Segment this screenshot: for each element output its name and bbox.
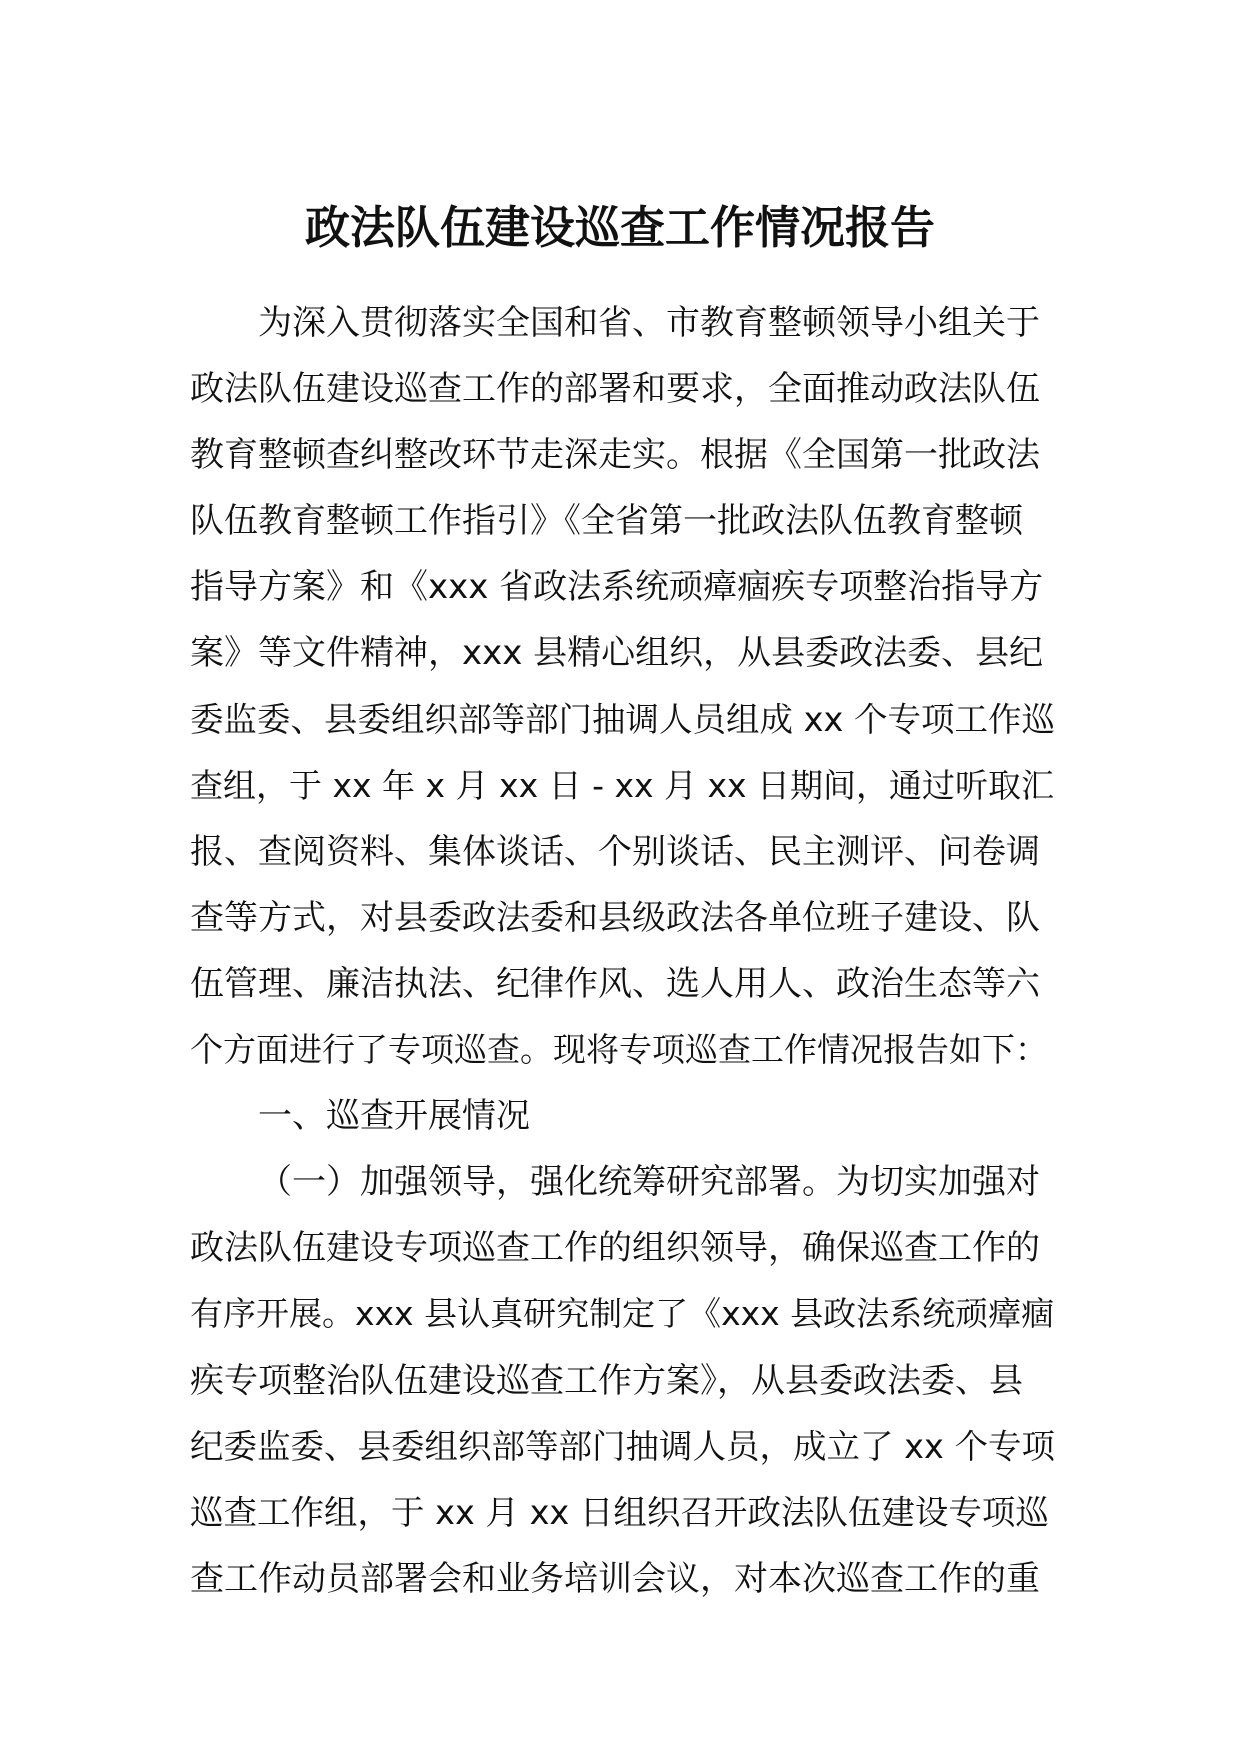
- body-line: 查组，于 xx 年 x 月 xx 日 - xx 月 xx 日期间，通过听取汇: [190, 765, 1055, 805]
- body-line: 有序开展。xxx 县认真研究制定了《xxx 县政法系统顽瘴痼: [190, 1294, 1055, 1334]
- body-line: 疾专项整治队伍建设巡查工作方案》，从县委政法委、县: [190, 1360, 1023, 1401]
- body-line: 案》等文件精神，xxx 县精心组织，从县委政法委、县纪: [190, 633, 1044, 674]
- body-line: 纪委监委、县委组织部等部门抽调人员，成立了 xx 个专项: [190, 1426, 1055, 1466]
- body-line: 报、查阅资料、集体谈话、个别谈话、民主测评、问卷调: [190, 831, 1040, 872]
- body-line: 巡查工作组，于 xx 月 xx 日组织召开政法队伍建设专项巡: [190, 1492, 1049, 1532]
- body-line: 指导方案》和《xxx 省政法系统顽瘴痼疾专项整治指导方: [190, 567, 1044, 608]
- body-line: 委监委、县委组织部等部门抽调人员组成 xx 个专项工作巡: [190, 699, 1055, 739]
- document-body: [190, 290, 1060, 1612]
- body-line: 为深入贯彻落实全国和省、市教育整顿领导小组关于: [258, 303, 1040, 343]
- body-line: 查工作动员部署会和业务培训会议，对本次巡查工作的重: [190, 1558, 1040, 1599]
- body-line: （一）加强领导，强化统筹研究部署。为切实加强对: [258, 1162, 1040, 1203]
- document-title: 政法队伍建设巡查工作情况报告: [304, 201, 935, 254]
- body-line: 个方面进行了专项巡查。现将专项巡查工作情况报告如下：: [190, 1030, 1048, 1070]
- section-heading: 一、巡查开展情况: [258, 1096, 530, 1137]
- body-line: 政法队伍建设巡查工作的部署和要求，全面推动政法队伍: [190, 369, 1040, 410]
- body-line: 伍管理、廉洁执法、纪律作风、选人用人、政治生态等六: [190, 963, 1040, 1004]
- body-line: 政法队伍建设专项巡查工作的组织领导，确保巡查工作的: [190, 1228, 1040, 1269]
- body-line: 队伍教育整顿工作指引》《全省第一批政法队伍教育整顿: [190, 501, 1023, 542]
- body-line: 教育整顿查纠整改环节走深走实。根据《全国第一批政法: [190, 435, 1040, 476]
- body-line: 查等方式，对县委政法委和县级政法各单位班子建设、队: [190, 897, 1040, 938]
